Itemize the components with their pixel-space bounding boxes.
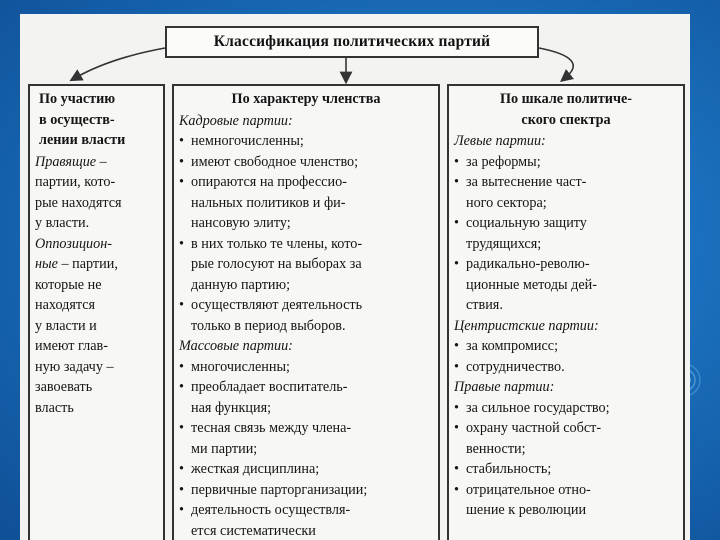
list-item: [179, 357, 433, 378]
text-fragment: ную задачу –: [35, 358, 114, 375]
list-item: [179, 131, 433, 152]
list-item-text: [466, 336, 678, 357]
text-fragment: которые не: [35, 276, 102, 293]
text-line: венности;: [466, 440, 526, 457]
italic-term: Правящие: [35, 153, 97, 170]
list-item: [454, 336, 678, 357]
list-item-text: [191, 152, 433, 173]
list-item-text: [466, 213, 678, 254]
list-item-text: [191, 295, 433, 336]
text-line: ствия.: [466, 297, 503, 313]
column-political-spectrum: [447, 84, 685, 540]
text-line: сотрудничество.: [466, 358, 565, 375]
text-line: [35, 193, 158, 214]
bullet: •: [454, 153, 459, 170]
list-item: [179, 480, 433, 501]
list-item: [454, 172, 678, 213]
bullet: •: [179, 420, 184, 436]
text-line: [35, 398, 158, 419]
list-item-text: [191, 234, 433, 296]
italic-term: ные: [35, 256, 58, 272]
text-line: данную партию;: [191, 276, 291, 293]
text-line: рые голосуют на выборах за: [191, 256, 362, 272]
text-line: нансовую элиту;: [191, 215, 291, 231]
list-item-text: [466, 172, 678, 213]
text-block: [35, 234, 158, 419]
text-line: тесная связь между члена-: [191, 420, 352, 436]
bullet: •: [179, 481, 184, 498]
column-header: [179, 89, 433, 110]
list-item-text: [191, 377, 433, 418]
list-item-text: [466, 398, 678, 419]
list-item: [179, 418, 433, 459]
column-header-line: По характеру членства: [231, 91, 381, 107]
list-item: [454, 418, 678, 459]
text-line: [35, 254, 158, 275]
text-fragment: у власти.: [35, 215, 90, 231]
column-header-line: в осуществ-: [39, 111, 115, 128]
list-item: [179, 459, 433, 480]
text-line: нальных политиков и фи-: [191, 194, 346, 211]
column-header-line: По шкале политиче-: [499, 91, 633, 107]
text-line: [35, 275, 158, 296]
bullet: •: [454, 358, 459, 375]
text-line: осуществляют деятельность: [191, 297, 363, 313]
text-fragment: находятся: [35, 297, 96, 313]
italic-term: Оппозицион-: [35, 235, 113, 252]
text-fragment: рые находятся: [35, 194, 122, 211]
column-header-line: ского спектра: [521, 111, 611, 128]
text-line: деятельность осуществля-: [191, 502, 351, 518]
classification-diagram: [20, 14, 690, 540]
bullet: •: [454, 461, 459, 477]
diagram-title: Классификация политических партий: [165, 26, 539, 58]
text-block: [35, 152, 158, 234]
bullet: •: [179, 358, 184, 375]
subheading: Левые партии:: [454, 133, 546, 149]
list-item: [454, 480, 678, 521]
text-line: [35, 295, 158, 316]
list-item-text: [191, 357, 433, 378]
column-membership: [172, 84, 440, 540]
list-item: [454, 398, 678, 419]
list-item-text: [466, 152, 678, 173]
bullet: •: [179, 153, 184, 170]
list-item: [454, 152, 678, 173]
column-header-line: По участию: [39, 91, 116, 107]
list-item-text: [191, 418, 433, 459]
text-line: за сильное государство;: [466, 399, 610, 416]
text-line: преобладает воспитатель-: [191, 379, 348, 395]
text-line: в них только те члены, кото-: [191, 235, 363, 252]
text-fragment: –: [96, 153, 107, 170]
list-item-text: [191, 172, 433, 234]
text-line: [35, 172, 158, 193]
list-item: [179, 234, 433, 296]
list-item: [454, 213, 678, 254]
list-item: [454, 254, 678, 316]
bullet: •: [454, 174, 459, 190]
text-fragment: – партии,: [57, 256, 118, 272]
text-line: ционные методы дей-: [466, 276, 597, 293]
list-item: [179, 172, 433, 234]
subheading: Кадровые партии:: [179, 112, 293, 129]
list-item-text: [191, 480, 433, 501]
text-fragment: завоевать: [35, 379, 93, 395]
list-item-text: [191, 459, 433, 480]
text-line: ная функция;: [191, 399, 272, 416]
bullet: •: [454, 338, 459, 354]
text-line: трудящихся;: [466, 235, 542, 252]
subheading: Правые партии:: [454, 379, 555, 395]
column-header-line: лении власти: [39, 132, 126, 148]
list-item: [179, 377, 433, 418]
text-line: за реформы;: [466, 153, 541, 170]
text-line: шение к революции: [466, 502, 587, 518]
text-fragment: власть: [35, 399, 74, 416]
text-line: стабильность;: [466, 461, 552, 477]
text-line: первичные парторганизации;: [191, 481, 368, 498]
list-item-text: [466, 357, 678, 378]
text-line: ми партии;: [191, 440, 258, 457]
bullet: •: [454, 256, 459, 272]
text-line: охрану частной собст-: [466, 420, 602, 436]
subheading: Массовые партии:: [179, 338, 293, 354]
text-line: за вытеснение част-: [466, 174, 587, 190]
text-line: [35, 357, 158, 378]
text-line: опираются на профессио-: [191, 174, 347, 190]
bullet: •: [454, 420, 459, 436]
text-line: [35, 377, 158, 398]
text-line: [35, 213, 158, 234]
bullet: •: [179, 133, 184, 149]
list-item-text: [191, 500, 433, 540]
list-item-text: [466, 480, 678, 521]
list-item-text: [466, 254, 678, 316]
text-line: за компромисс;: [466, 338, 559, 354]
text-line: [35, 152, 158, 173]
list-item-text: [191, 131, 433, 152]
text-line: ется систематически: [191, 522, 316, 539]
text-fragment: у власти и: [35, 317, 97, 334]
list-item-text: [466, 418, 678, 459]
list-item: [179, 500, 433, 540]
text-line: социальную защиту: [466, 215, 587, 231]
bullet: •: [179, 297, 184, 313]
list-item: [454, 459, 678, 480]
text-line: имеют свободное членство;: [191, 153, 359, 170]
bullet: •: [179, 502, 184, 518]
subheading: Центристские партии:: [454, 317, 599, 334]
bullet: •: [179, 461, 184, 477]
text-fragment: партии, кото-: [35, 174, 116, 190]
text-line: [35, 336, 158, 357]
text-line: жесткая дисциплина;: [191, 461, 320, 477]
list-item: [179, 152, 433, 173]
text-line: [35, 234, 158, 255]
column-participation: [28, 84, 165, 540]
bullet: •: [454, 399, 459, 416]
column-header: [35, 89, 158, 151]
text-line: радикально-револю-: [466, 256, 590, 272]
text-line: ного сектора;: [466, 194, 547, 211]
text-line: [35, 316, 158, 337]
bullet: •: [179, 235, 184, 252]
text-fragment: имеют глав-: [35, 338, 108, 354]
text-line: многочисленны;: [191, 358, 290, 375]
list-item: [179, 295, 433, 336]
text-line: отрицательное отно-: [466, 481, 591, 498]
text-line: только в период выборов.: [191, 317, 346, 334]
bullet: •: [454, 481, 459, 498]
text-line: немногочисленны;: [191, 133, 304, 149]
bullet: •: [454, 215, 459, 231]
bullet: •: [179, 379, 184, 395]
list-item-text: [466, 459, 678, 480]
list-item: [454, 357, 678, 378]
column-header: [454, 89, 678, 130]
bullet: •: [179, 174, 184, 190]
